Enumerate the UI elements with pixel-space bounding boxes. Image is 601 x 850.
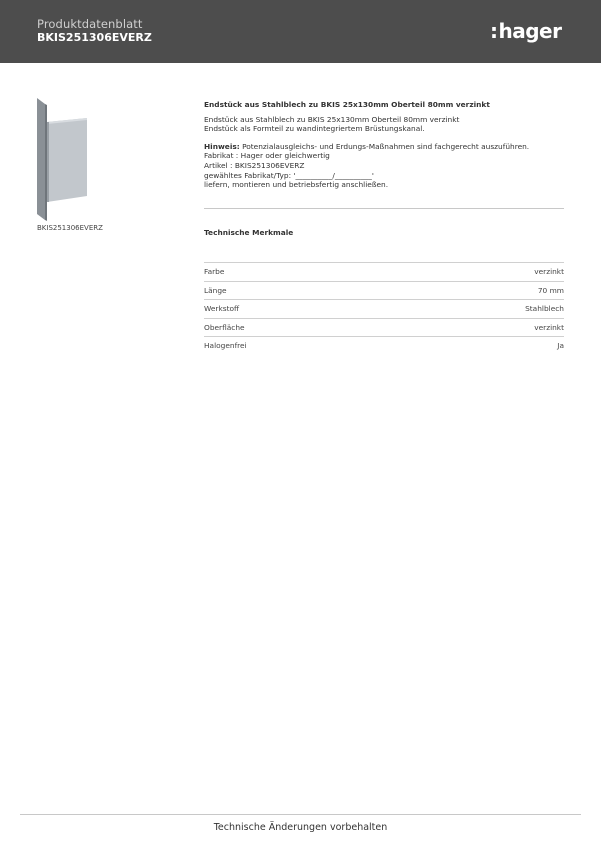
header-bar	[0, 0, 601, 63]
detail-line: liefern, montieren und betriebsfertig anschließen.	[204, 180, 389, 190]
image-caption: BKIS251306EVERZ	[37, 224, 103, 232]
logo-text: hager	[498, 19, 562, 43]
product-image	[35, 98, 90, 223]
technical-spec-table	[204, 262, 564, 355]
spec-value: verzinkt	[534, 267, 564, 276]
spec-name: Werkstoff	[204, 304, 240, 314]
hager-logo: :hager	[490, 19, 562, 43]
spec-name: Farbe	[204, 267, 225, 276]
table-row	[204, 336, 564, 355]
technical-section-title: Technische Merkmale	[204, 228, 294, 237]
hint-text: Potenzialausgleichs- und Erdungs-Maßnahmen sind fachgerecht auszuführen.	[239, 141, 530, 151]
spec-name: Halogenfrei	[204, 341, 247, 351]
detail-line: Artikel : BKIS251306EVERZ	[204, 160, 305, 170]
description-line: Endstück aus Stahlblech zu BKIS 25x130mm Oberteil 80mm verzinkt	[204, 114, 460, 124]
detail-line: Fabrikat : Hager oder gleichwertig	[204, 151, 330, 161]
footer-note: Technische Änderungen vorbehalten	[213, 822, 388, 833]
table-row	[204, 299, 564, 318]
spec-value: 70 mm	[537, 285, 564, 295]
spec-value: verzinkt	[534, 322, 564, 332]
hint-line	[204, 142, 564, 152]
spec-value: Stahlblech	[525, 304, 564, 314]
article-number-title: BKIS251306EVERZ	[37, 31, 152, 44]
description-line: Endstück als Formteil zu wandintegriertem Brüstungskanal.	[204, 124, 425, 134]
product-title: Endstück aus Stahlblech zu BKIS 25x130mm Oberteil 80mm verzinkt	[204, 100, 490, 109]
table-row	[204, 318, 564, 337]
hint-label: Hinweis:	[204, 141, 240, 151]
footer-divider	[20, 814, 581, 815]
spec-name: Länge	[204, 285, 227, 295]
table-row	[204, 262, 564, 281]
spec-name: Oberfläche	[204, 322, 245, 332]
detail-line: gewähltes Fabrikat/Typ: '__________/__________'	[204, 170, 374, 180]
product-description	[204, 100, 564, 190]
spec-value: Ja	[557, 341, 564, 351]
document-type-label: Produktdatenblatt	[37, 17, 143, 31]
table-row	[204, 281, 564, 300]
section-divider	[204, 208, 564, 209]
